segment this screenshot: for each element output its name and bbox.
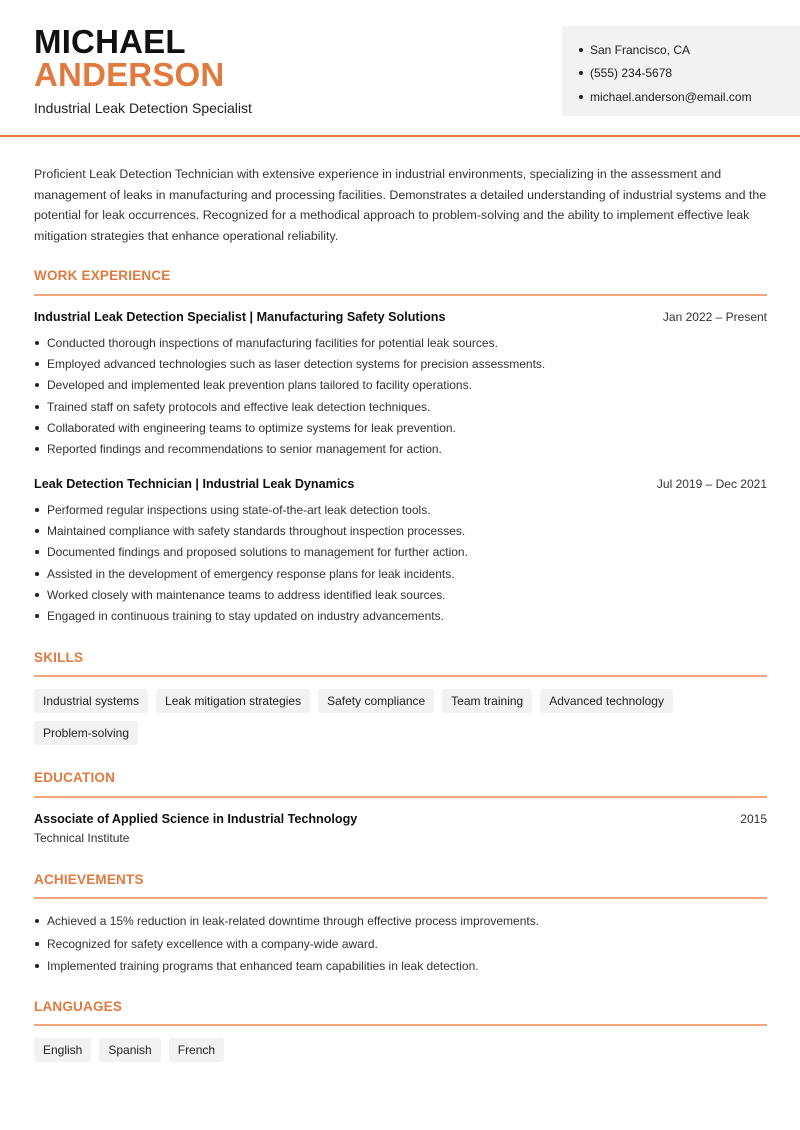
list-item-text: Employed advanced technologies such as laser detection systems for precision assessments. [47, 356, 546, 371]
bullet-icon [35, 919, 39, 923]
section-title-achievements: ACHIEVEMENTS [34, 872, 144, 887]
contact-box [562, 26, 800, 116]
skill-chip: Industrial systems [34, 689, 148, 713]
contact-phone [579, 62, 800, 86]
list-item-text: Worked closely with maintenance teams to address identified leak sources. [47, 587, 446, 602]
bullet-icon [35, 614, 39, 618]
list-item-text: Engaged in continuous training to stay updated on industry advancements. [47, 609, 444, 624]
list-item [34, 375, 767, 396]
list-item-text: Implemented training programs that enhanced team capabilities in leak detection. [47, 959, 479, 974]
achievements-list [34, 910, 767, 978]
work-entry-2-header [34, 477, 767, 491]
list-item-text: Achieved a 15% reduction in leak-related downtime through effective process improvements. [47, 914, 540, 929]
first-name: MICHAEL [34, 23, 186, 60]
list-item [34, 520, 767, 541]
bullet-icon [35, 508, 39, 512]
work-entry-2-title: Leak Detection Technician | Industrial Leak Dynamics [34, 477, 355, 491]
bullet-icon [35, 447, 39, 451]
list-item-text: Documented findings and proposed solutions to management for further action. [47, 545, 468, 560]
section-title-skills: SKILLS [34, 650, 84, 665]
bullet-icon [35, 383, 39, 387]
section-title-education: EDUCATION [34, 770, 116, 785]
bullet-icon [35, 362, 39, 366]
list-item-text: Trained staff on safety protocols and effective leak detection techniques. [47, 399, 431, 414]
bullet-icon [35, 593, 39, 597]
language-chip: Spanish [99, 1038, 160, 1062]
list-item-text: Reported findings and recommendations to senior management for action. [47, 442, 442, 457]
list-item [34, 584, 767, 605]
language-chip: French [169, 1038, 224, 1062]
list-item-text: Collaborated with engineering teams to optimize systems for leak prevention. [47, 420, 456, 435]
list-item [34, 605, 767, 626]
language-chip: English [34, 1038, 91, 1062]
section-divider [34, 796, 767, 798]
job-title: Industrial Leak Detection Specialist [34, 100, 252, 116]
list-item [34, 353, 767, 374]
section-divider [34, 675, 767, 677]
bullet-icon [35, 529, 39, 533]
list-item-text: Conducted thorough inspections of manufacturing facilities for potential leak sources. [47, 335, 498, 350]
summary: Proficient Leak Detection Technician with extensive experience in industrial environments, specializing in the assessment and management of leaks in manufacturing and processing facilities. Demonstrates a detailed understanding of industrial systems and the potential for leak occurrences. Recognized for a methodical approach to problem-solving and the ability to implement effective leak mitigation strategies that enhance operational reliability. [34, 167, 767, 244]
work-entry-1-date: Jan 2022 – Present [662, 310, 767, 324]
bullet-icon [579, 48, 583, 52]
bullet-icon [579, 95, 583, 99]
skill-chip: Leak mitigation strategies [156, 689, 310, 713]
skill-chip: Safety compliance [318, 689, 434, 713]
bullet-icon [35, 942, 39, 946]
list-item [34, 332, 767, 353]
skills-list [34, 689, 767, 745]
skill-chip: Advanced technology [540, 689, 673, 713]
work-entry-2-bullets [34, 499, 767, 627]
skill-chip: Team training [442, 689, 532, 713]
skill-chip: Problem-solving [34, 721, 138, 745]
list-item-text: Recognized for safety excellence with a company-wide award. [47, 936, 378, 951]
section-divider [34, 294, 767, 296]
list-item [34, 955, 767, 978]
work-entry-1-header [34, 310, 767, 324]
education-year: 2015 [740, 812, 767, 826]
list-item [34, 542, 767, 563]
list-item [34, 417, 767, 438]
section-divider [34, 897, 767, 899]
section-divider [34, 1024, 767, 1026]
list-item-text: Developed and implemented leak prevention plans tailored to facility operations. [47, 378, 472, 393]
section-title-languages: LANGUAGES [34, 999, 123, 1014]
list-item [34, 396, 767, 417]
list-item-text: Assisted in the development of emergency response plans for leak incidents. [47, 566, 455, 581]
bullet-icon [35, 405, 39, 409]
list-item [34, 438, 767, 459]
section-title-work: WORK EXPERIENCE [34, 268, 171, 283]
contact-email-text: michael.anderson@email.com [590, 89, 752, 104]
list-item-text: Maintained compliance with safety standards throughout inspection processes. [47, 523, 466, 538]
education-degree: Associate of Applied Science in Industrial Technology [34, 812, 358, 826]
work-entry-1-title: Industrial Leak Detection Specialist | Manufacturing Safety Solutions [34, 310, 446, 324]
work-entry-1-bullets [34, 332, 767, 460]
contact-location [579, 38, 800, 62]
bullet-icon [35, 964, 39, 968]
bullet-icon [35, 550, 39, 554]
list-item [34, 933, 767, 956]
resume-header [0, 0, 800, 137]
list-item-text: Performed regular inspections using state-of-the-art leak detection tools. [47, 502, 431, 517]
languages-list [34, 1038, 767, 1062]
list-item [34, 499, 767, 520]
bullet-icon [35, 341, 39, 345]
last-name: ANDERSON [34, 56, 225, 93]
bullet-icon [35, 572, 39, 576]
list-item [34, 910, 767, 933]
bullet-icon [579, 71, 583, 75]
contact-location-text: San Francisco, CA [590, 42, 691, 57]
work-entry-2-date: Jul 2019 – Dec 2021 [656, 477, 767, 491]
contact-email [579, 85, 800, 109]
education-header [34, 812, 767, 826]
list-item [34, 563, 767, 584]
bullet-icon [35, 426, 39, 430]
contact-phone-text: (555) 234-5678 [590, 66, 673, 81]
education-school: Technical Institute [34, 831, 130, 845]
